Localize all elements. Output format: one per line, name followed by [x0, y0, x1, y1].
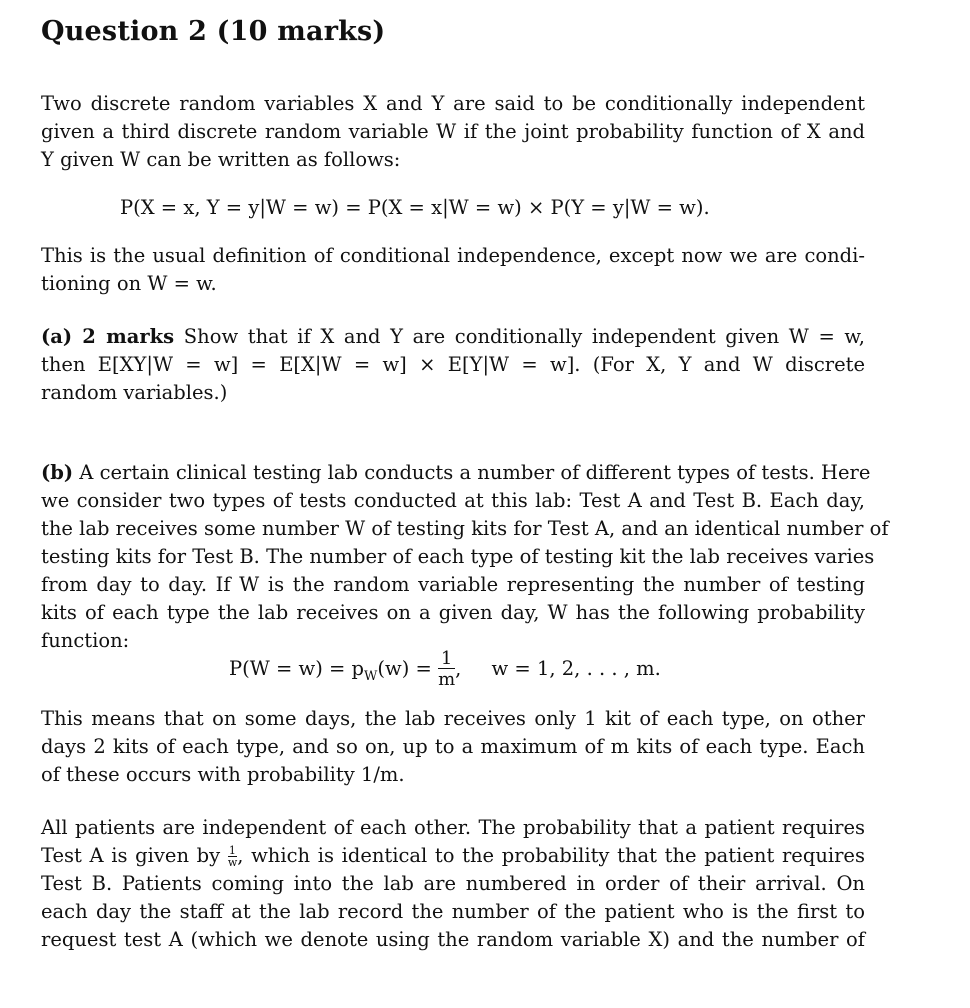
part-a-paragraph [41, 323, 865, 407]
patients-line-2-pre: Test A is given by [41, 844, 221, 867]
means-line-2: days 2 kits of each type, and so on, up to a maximum of m kits of each type. Each [41, 735, 865, 758]
means-line-1: This means that on some days, the lab receives only 1 kit of each type, on other [41, 707, 865, 730]
part-a-text-1: Show that if X and Y are conditionally independent given W = w, [183, 325, 865, 348]
part-b-line-3: the lab receives some number W of testing kits for Test A, and an identical number of [41, 517, 889, 540]
means-line-3: of these occurs with probability 1/m. [41, 763, 405, 786]
patients-fraction [228, 845, 237, 868]
part-b-line-7: function: [41, 629, 130, 652]
conditional-independence-equation: P(X = x, Y = y|W = w) = P(X = x|W = w) × P(Y = y|W = w). [120, 196, 710, 219]
patients-line-5: request test A (which we denote using the random variable X) and the number of [41, 928, 865, 951]
patients-paragraph [41, 814, 865, 954]
part-b-line-5: from day to day. If W is the random variable representing the number of testing [41, 573, 865, 596]
intro-line-1: Two discrete random variables X and Y are said to be conditionally independent [41, 92, 865, 115]
probability-function-equation: $P(W = w) = p_W(w)$ = $\frac{1}{m}$ , w = 1, 2, . . . , m. [229, 648, 661, 690]
pf-subscript: W [364, 668, 378, 684]
part-b-line-2: we consider two types of tests conducted at this lab: Test A and Test B. Each day, [41, 489, 865, 512]
means-paragraph [41, 705, 865, 789]
patients-frac-num: 1 [228, 844, 236, 857]
pf-mid: (w) = [377, 657, 432, 680]
part-b-paragraph [41, 459, 889, 655]
part-b-text-1: A certain clinical testing lab conducts a number of different types of tests. Here [79, 461, 871, 484]
patients-line-3: Test B. Patients coming into the lab are numbered in order of their arrival. On [41, 872, 865, 895]
patients-line-1: All patients are independent of each other. The probability that a patient requires [41, 816, 865, 839]
definition-line-1: This is the usual definition of conditional independence, except now we are condi- [41, 244, 865, 267]
question-title: Question 2 (10 marks) [41, 16, 386, 47]
part-b-label: (b) [41, 461, 74, 484]
part-a-line-2: then E[XY|W = w] = E[X|W = w] × E[Y|W = w]. (For X, Y and W discrete [41, 353, 865, 376]
patients-frac-den: w [227, 856, 238, 869]
intro-line-3: Y given W can be written as follows: [41, 148, 401, 171]
patients-line-2 [41, 842, 865, 870]
pf-lhs: P(W = w) = p [229, 657, 365, 680]
pf-rhs: w = 1, 2, . . . , m. [491, 657, 661, 680]
pf-denominator: m [438, 669, 456, 690]
patients-line-2-post: , which is identical to the probability that the patient requires [237, 844, 865, 867]
part-b-line-6: kits of each type the lab receives on a given day, W has the following probability [41, 601, 865, 624]
part-b-line-1 [41, 459, 871, 487]
pf-fraction [438, 650, 455, 689]
part-a-label: (a) 2 marks [41, 325, 175, 348]
definition-line-2: tioning on W = w. [41, 272, 217, 295]
pf-numerator: 1 [438, 650, 455, 669]
intro-paragraph [41, 90, 865, 174]
part-a-line-1 [41, 323, 865, 351]
part-b-line-4: testing kits for Test B. The number of each type of testing kit the lab receives varies [41, 545, 875, 568]
patients-line-4: each day the staff at the lab record the number of the patient who is the first to [41, 900, 865, 923]
part-a-line-3: random variables.) [41, 381, 228, 404]
definition-paragraph [41, 242, 865, 298]
intro-line-2: given a third discrete random variable W if the joint probability function of X and [41, 120, 865, 143]
